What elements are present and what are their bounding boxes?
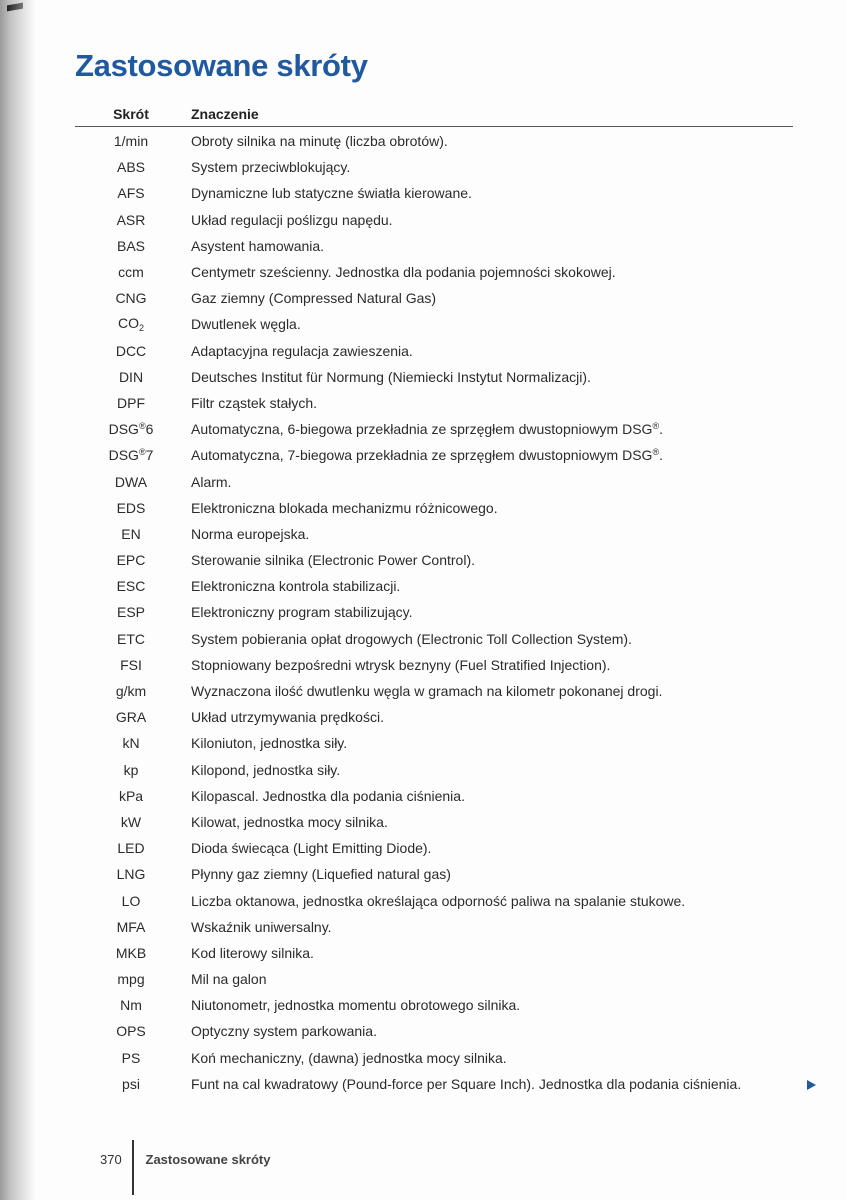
table-row — [75, 259, 793, 285]
abbreviation-suffix: 7 — [145, 447, 154, 464]
meaning-cell — [187, 971, 793, 987]
abbreviation-cell — [75, 395, 187, 411]
abbreviation-text: AFS — [117, 185, 145, 202]
meaning-cell — [187, 159, 793, 175]
table-row — [75, 1071, 793, 1097]
meaning-cell — [187, 133, 793, 149]
abbreviation-text: LO — [121, 892, 141, 909]
meaning-cell — [187, 631, 793, 647]
abbreviation-text: OPS — [116, 1023, 146, 1040]
meaning-cell — [187, 500, 793, 516]
meaning-cell — [187, 395, 793, 411]
meaning-text: Dioda świecąca (Light Emitting Diode). — [191, 840, 432, 857]
table-row — [75, 233, 793, 259]
meaning-text: Dynamiczne lub statyczne światła kierowane. — [191, 185, 472, 202]
page-title: Zastosowane skróty — [75, 48, 368, 83]
abbreviation-text: DPF — [117, 394, 145, 411]
abbreviation-text: EDS — [116, 499, 146, 516]
table-row — [75, 861, 793, 887]
abbreviations-table — [75, 100, 793, 1097]
meaning-cell — [187, 212, 793, 228]
table-row — [75, 757, 793, 783]
meaning-cell — [187, 735, 793, 751]
meaning-cell — [187, 814, 793, 830]
registered-mark: ® — [138, 421, 146, 432]
abbreviation-text: ASR — [116, 211, 146, 228]
abbreviation-text: LED — [117, 840, 145, 857]
table-row — [75, 180, 793, 206]
abbreviation-cell — [75, 315, 187, 333]
abbreviation-text: LNG — [116, 866, 146, 883]
continued-arrow-icon — [807, 1080, 816, 1090]
meaning-text: Deutsches Institut für Normung (Niemiecki Instytut Normalizacji). — [191, 368, 591, 385]
abbreviation-cell — [75, 290, 187, 306]
meaning-cell — [187, 788, 793, 804]
abbreviation-cell — [75, 814, 187, 830]
table-row — [75, 809, 793, 835]
abbreviation-cell — [75, 788, 187, 804]
abbreviation-text: PS — [121, 1049, 141, 1066]
abbreviation-cell — [75, 500, 187, 516]
abbreviation-cell — [75, 683, 187, 699]
table-row — [75, 1018, 793, 1044]
abbreviation-text: g/km — [115, 683, 147, 700]
abbreviation-cell — [75, 919, 187, 935]
abbreviation-text: psi — [122, 1075, 140, 1092]
meaning-suffix: . — [659, 421, 663, 438]
abbreviation-cell — [75, 945, 187, 961]
meaning-cell — [187, 709, 793, 725]
meaning-text: Filtr cząstek stałych. — [191, 394, 318, 411]
meaning-cell — [187, 919, 793, 935]
meaning-cell — [187, 185, 793, 201]
abbreviation-cell — [75, 840, 187, 856]
meaning-cell — [187, 997, 793, 1013]
table-row — [75, 573, 793, 599]
meaning-text: Adaptacyjna regulacja zawieszenia. — [191, 342, 413, 359]
meaning-text: Funt na cal kwadratowy (Pound-force per Square Inch). Jednostka dla podania ciśnienia. — [191, 1075, 742, 1092]
abbreviation-cell — [75, 657, 187, 673]
abbreviation-cell — [75, 212, 187, 228]
meaning-text: Obroty silnika na minutę (liczba obrotów). — [191, 133, 448, 150]
meaning-cell — [187, 683, 793, 699]
meaning-text: Układ regulacji poślizgu napędu. — [191, 211, 393, 228]
table-row — [75, 887, 793, 913]
abbreviation-text: ccm — [118, 264, 144, 281]
meaning-text: Optyczny system parkowania. — [191, 1023, 377, 1040]
page-footer — [100, 1140, 271, 1195]
table-row — [75, 128, 793, 154]
meaning-text: Kiloniuton, jednostka siły. — [191, 735, 348, 752]
abbreviation-text: MFA — [116, 918, 146, 935]
abbreviation-cell — [75, 604, 187, 620]
abbreviation-cell — [75, 526, 187, 542]
abbreviation-text: CO — [117, 315, 139, 332]
table-row — [75, 311, 793, 337]
meaning-cell — [187, 893, 793, 909]
meaning-text: Dwutlenek węgla. — [191, 316, 301, 333]
abbreviation-text: ESC — [116, 578, 146, 595]
table-row — [75, 442, 793, 468]
meaning-cell — [187, 264, 793, 280]
abbreviation-cell — [75, 1076, 187, 1092]
table-row — [75, 966, 793, 992]
abbreviation-text: kp — [123, 761, 139, 778]
abbreviation-text: ETC — [117, 630, 145, 647]
meaning-text: System pobierania opłat drogowych (Electronic Toll Collection System). — [191, 630, 632, 647]
meaning-text: Elektroniczny program stabilizujący. — [191, 604, 413, 621]
abbreviation-text: FSI — [120, 656, 142, 673]
meaning-cell — [187, 526, 793, 542]
abbreviation-text: DWA — [114, 473, 148, 490]
table-row — [75, 416, 793, 442]
abbreviation-cell — [75, 185, 187, 201]
abbreviation-cell — [75, 893, 187, 909]
meaning-text: Kilopascal. Jednostka dla podania ciśnienia. — [191, 787, 465, 804]
abbreviation-cell — [75, 133, 187, 149]
abbreviation-text: kN — [122, 735, 140, 752]
abbreviation-cell — [75, 474, 187, 490]
abbreviation-cell — [75, 264, 187, 280]
meaning-cell — [187, 552, 793, 568]
table-row — [75, 495, 793, 521]
meaning-text: Wskaźnik uniwersalny. — [191, 918, 332, 935]
registered-mark: ® — [138, 447, 146, 458]
abbreviation-text: 1/min — [113, 133, 149, 150]
registered-mark: ® — [652, 421, 660, 432]
abbreviation-cell — [75, 552, 187, 568]
abbreviation-text: EN — [121, 525, 141, 542]
table-row — [75, 940, 793, 966]
abbreviation-cell — [75, 866, 187, 882]
abbreviation-text: DSG — [108, 421, 139, 438]
table-row — [75, 835, 793, 861]
meaning-text: Wyznaczona ilość dwutlenku węgla w gramach na kilometr pokonanej drogi. — [191, 683, 663, 700]
table-row — [75, 599, 793, 625]
table-row — [75, 678, 793, 704]
table-row — [75, 207, 793, 233]
meaning-cell — [187, 1023, 793, 1039]
abbreviation-text: mpg — [117, 971, 145, 988]
abbreviation-cell — [75, 578, 187, 594]
meaning-text: Automatyczna, 6-biegowa przekładnia ze sprzęgłem dwustopniowym DSG — [191, 421, 653, 438]
abbreviation-cell — [75, 238, 187, 254]
meaning-cell — [187, 840, 793, 856]
meaning-text: Sterowanie silnika (Electronic Power Control). — [191, 552, 475, 569]
meaning-cell — [187, 657, 793, 673]
abbreviation-text: ABS — [116, 159, 145, 176]
table-row — [75, 390, 793, 416]
abbreviation-cell — [75, 709, 187, 725]
meaning-text: Elektroniczna kontrola stabilizacji. — [191, 578, 401, 595]
meaning-cell — [187, 447, 793, 463]
meaning-cell — [187, 604, 793, 620]
abbreviation-text: kPa — [118, 787, 144, 804]
table-row — [75, 364, 793, 390]
subscript: 2 — [138, 323, 144, 334]
abbreviation-text: DCC — [115, 342, 147, 359]
page-binding-shadow — [0, 0, 36, 1200]
meaning-text: Automatyczna, 7-biegowa przekładnia ze sprzęgłem dwustopniowym DSG — [191, 447, 653, 464]
abbreviation-text: MKB — [115, 944, 147, 961]
meaning-cell — [187, 1050, 793, 1066]
abbreviation-cell — [75, 447, 187, 463]
abbreviation-cell — [75, 421, 187, 437]
meaning-cell — [187, 474, 793, 490]
meaning-text: Elektroniczna blokada mechanizmu różnicowego. — [191, 499, 498, 516]
abbreviation-text: EPC — [116, 552, 146, 569]
table-row — [75, 154, 793, 180]
abbreviation-text: CNG — [115, 290, 147, 307]
abbreviation-text: Nm — [120, 997, 142, 1014]
table-row — [75, 704, 793, 730]
table-row — [75, 652, 793, 678]
table-row — [75, 521, 793, 547]
meaning-text: Liczba oktanowa, jednostka określająca odporność paliwa na spalanie stukowe. — [191, 892, 686, 909]
meaning-cell — [187, 866, 793, 882]
abbreviation-text: kW — [120, 813, 142, 830]
meaning-cell — [187, 369, 793, 385]
meaning-cell — [187, 290, 793, 306]
abbreviation-cell — [75, 1050, 187, 1066]
meaning-text: Płynny gaz ziemny (Liquefied natural gas) — [191, 866, 451, 883]
abbreviation-text: DIN — [118, 368, 144, 385]
meaning-cell — [187, 762, 793, 778]
footer-section-title: Zastosowane skróty — [145, 1152, 271, 1167]
meaning-text: Kod literowy silnika. — [191, 944, 314, 961]
meaning-cell — [187, 945, 793, 961]
meaning-text: Układ utrzymywania prędkości. — [191, 709, 384, 726]
abbreviation-cell — [75, 997, 187, 1013]
footer-divider — [132, 1140, 134, 1195]
meaning-text: Kilowat, jednostka mocy silnika. — [191, 813, 388, 830]
abbreviation-cell — [75, 762, 187, 778]
meaning-text: Stopniowany bezpośredni wtrysk beznyny (Fuel Stratified Injection). — [191, 656, 611, 673]
abbreviation-cell — [75, 343, 187, 359]
table-row — [75, 783, 793, 809]
table-row — [75, 626, 793, 652]
abbreviation-text: DSG — [108, 447, 139, 464]
table-body — [75, 128, 793, 1097]
meaning-text: Kilopond, jednostka siły. — [191, 761, 341, 778]
table-header — [75, 100, 793, 127]
header-abbreviation: Skrót — [113, 106, 149, 122]
table-row — [75, 914, 793, 940]
abbreviation-text: GRA — [115, 709, 147, 726]
meaning-text: Mil na galon — [191, 971, 267, 988]
meaning-text: Alarm. — [191, 473, 232, 490]
table-row — [75, 1045, 793, 1071]
meaning-text: Koń mechaniczny, (dawna) jednostka mocy silnika. — [191, 1049, 507, 1066]
meaning-cell — [187, 421, 793, 437]
meaning-cell — [187, 316, 793, 332]
table-row — [75, 730, 793, 756]
meaning-text: Niutonometr, jednostka momentu obrotowego silnika. — [191, 997, 521, 1014]
meaning-suffix: . — [659, 447, 663, 464]
header-meaning: Znaczenie — [191, 106, 259, 122]
meaning-text: System przeciwblokujący. — [191, 159, 351, 176]
table-row — [75, 992, 793, 1018]
page-number: 370 — [100, 1152, 122, 1167]
table-row — [75, 338, 793, 364]
meaning-text: Gaz ziemny (Compressed Natural Gas) — [191, 290, 437, 307]
meaning-text: Asystent hamowania. — [191, 237, 325, 254]
registered-mark: ® — [652, 447, 660, 458]
abbreviation-suffix: 6 — [145, 421, 154, 438]
abbreviation-text: ESP — [116, 604, 145, 621]
table-row — [75, 285, 793, 311]
table-row — [75, 547, 793, 573]
meaning-cell — [187, 578, 793, 594]
abbreviation-cell — [75, 631, 187, 647]
table-row — [75, 468, 793, 494]
abbreviation-text: BAS — [116, 237, 145, 254]
abbreviation-cell — [75, 1023, 187, 1039]
abbreviation-cell — [75, 159, 187, 175]
meaning-cell — [187, 1076, 793, 1092]
abbreviation-cell — [75, 735, 187, 751]
abbreviation-cell — [75, 971, 187, 987]
abbreviation-cell — [75, 369, 187, 385]
meaning-cell — [187, 238, 793, 254]
meaning-text: Centymetr sześcienny. Jednostka dla podania pojemności skokowej. — [191, 264, 616, 281]
meaning-text: Norma europejska. — [191, 525, 310, 542]
meaning-cell — [187, 343, 793, 359]
